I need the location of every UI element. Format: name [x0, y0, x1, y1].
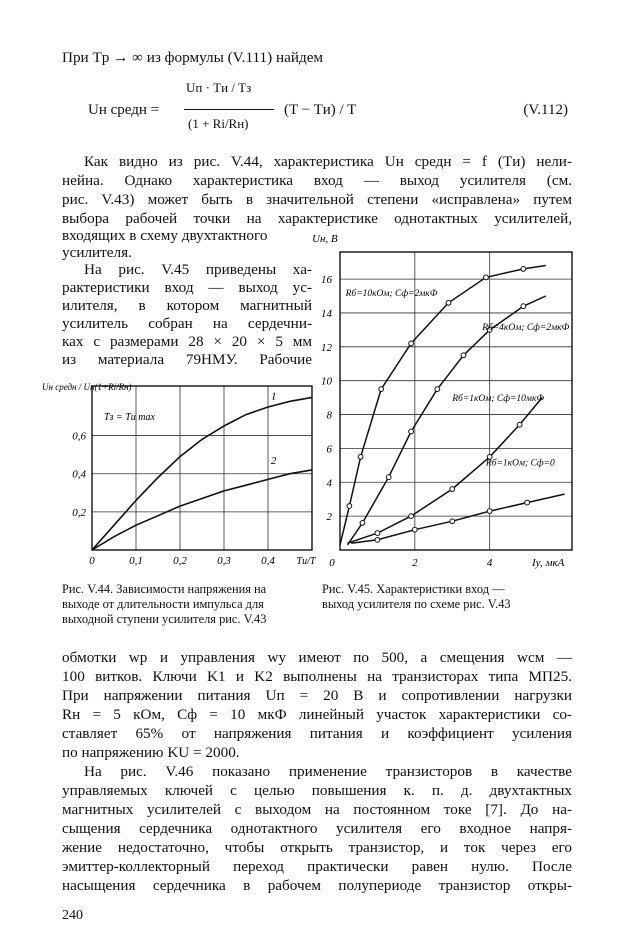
x-tick-label: 4 [486, 557, 493, 569]
p4-line: жение недостаточно, чтобы открыть транзистор, и ток через его [62, 839, 572, 856]
y-axis-label: Uн, В [312, 233, 338, 245]
figure-v44 [40, 378, 330, 578]
p1-line: входящих в схему двухтактного [62, 227, 268, 244]
p3-line: обмотки wр и управления wу имеют по 500, а смещения wсм — [62, 649, 572, 666]
y-axis-label: Uн средн / Uп(1+Ri/Rн) [42, 382, 132, 392]
y-tick-label: 12 [321, 341, 332, 354]
data-point [517, 422, 522, 427]
data-point [435, 387, 440, 392]
y-tick-label: 14 [321, 307, 332, 320]
caption-v44-line: выходе от длительности импульса для [62, 597, 264, 611]
data-point [521, 304, 526, 309]
y-tick-label: 10 [321, 375, 332, 388]
y-tick-label: 0,4 [72, 468, 86, 481]
p2-line: илителя, в котором магнитный [62, 297, 312, 314]
p4-line: сыщения сердечника однотактного усилителя его входное напря- [62, 820, 572, 837]
fig45-series [340, 266, 565, 545]
p2-line: На рис. V.45 приведены ха- [84, 261, 312, 278]
x-tick-label: 0 [329, 557, 335, 569]
data-point [484, 275, 489, 280]
p2-line: ках с размерами 28 × 20 × 5 мм [62, 333, 312, 350]
p1-line: выбора рабочей точки на характеристике однотактных усилителей, [62, 210, 572, 227]
plot-frame [92, 386, 312, 550]
series-label: 2 [271, 455, 277, 468]
x-axis-label: Tи/T [296, 556, 316, 567]
fig44-labels [42, 382, 317, 567]
p2-line: рактеристики вход — выход ус- [62, 279, 312, 296]
y-tick-label: 16 [321, 274, 332, 287]
data-point [386, 475, 391, 480]
y-tick-label: 2 [326, 511, 332, 524]
page-number: 240 [62, 908, 83, 923]
series-label: Rб=10кОм; Cф=2мкФ [345, 289, 438, 300]
data-point [360, 521, 365, 526]
p3-line: ставляет 65% от напряжения питания и коэффициент усиления [62, 725, 572, 742]
p3-line: по напряжению KU = 2000. [62, 744, 240, 761]
data-point [347, 504, 352, 509]
data-point [487, 509, 492, 514]
p4-line: насыщения сердечника в рабочем полупериоде транзистор откры- [62, 877, 572, 894]
p4-line: эмиттер-коллекторный переход практически равен нулю. После [62, 858, 572, 875]
fig44-grid [92, 386, 312, 550]
data-point [412, 527, 417, 532]
series-line [348, 398, 543, 544]
formula-fraction-denominator: (1 + Ri/Rн) [188, 116, 249, 131]
p4-line: магнитных усилителей с выходом на постоянном токе [7]. До на- [62, 801, 572, 818]
data-point [375, 537, 380, 542]
data-point [358, 454, 363, 459]
p1-line: Как видно из рис. V.44, характеристика Uн средн = f (Tи) нели- [84, 153, 572, 170]
series-label: Rб=4кОм; Cф=2мкФ [482, 322, 570, 333]
data-point [409, 429, 414, 434]
formula-paren-term: (T − Tи) / T [284, 102, 357, 118]
p3-line: Rн = 5 кОм, Cф = 10 мкФ линейный участок характеристики со- [62, 706, 572, 723]
x-tick-label: 0,3 [217, 555, 231, 567]
data-point [375, 531, 380, 536]
data-point [409, 514, 414, 519]
p1-line: усилителя. [62, 244, 132, 261]
formula-v112 [88, 76, 578, 148]
p4-line: управляемых ключей с целью повышения к. п. д. двухтактных [62, 782, 572, 799]
data-point [409, 341, 414, 346]
series-label: Rб=1кОм; Cф=0 [485, 458, 555, 469]
series-line [351, 494, 564, 543]
data-point [450, 519, 455, 524]
caption-v44 [62, 582, 266, 627]
caption-v44-line: выходной ступени усилителя рис. V.43 [62, 612, 267, 626]
p2-line: усилитель собран на сердечни- [62, 315, 312, 332]
caption-v45-line: Рис. V.45. Характеристики вход — [322, 582, 505, 596]
p3-line: 100 витков. Ключи K1 и K2 выполнены на транзисторах типа МП25. [62, 668, 572, 685]
series-line [348, 296, 546, 545]
series-label: Rб=1кОм; Cф=10мкФ [452, 394, 545, 404]
x-tick-label: 0 [89, 555, 95, 567]
figure-v45 [308, 226, 598, 580]
formula-fraction-numerator: Uп · Tи / Tз [186, 80, 252, 95]
y-tick-label: 8 [326, 409, 332, 422]
p2-line: из материала 79НМУ. Рабочие [62, 351, 312, 368]
formula-fraction-bar [184, 109, 274, 110]
x-tick-label: 0,1 [129, 555, 143, 567]
data-point [525, 500, 530, 505]
fig45-labels [312, 233, 570, 569]
fig44-axes [92, 386, 312, 550]
p1-line: нейна. Однако характеристика вход — выход усилителя (см. [62, 172, 572, 189]
formula-number: (V.112) [523, 102, 568, 118]
data-point [446, 300, 451, 305]
caption-v45-line: выход усилителя по схеме рис. V.43 [322, 597, 511, 611]
x-tick-label: 2 [412, 557, 418, 569]
caption-v44-line: Рис. V.44. Зависимости напряжения на [62, 582, 267, 596]
series-label: 1 [271, 390, 277, 403]
x-axis-label: Iу, мкА [532, 557, 565, 569]
y-tick-label: 6 [326, 443, 332, 456]
data-point [521, 267, 526, 272]
formula-lhs: Uн средн = [88, 102, 160, 118]
p3-line: При напряжении питания Uп = 20 В и сопротивлении нагрузки [62, 687, 572, 704]
annotation: Tз = Tи max [104, 412, 155, 423]
data-point [461, 353, 466, 358]
intro-line: При Tр → ∞ из формулы (V.111) найдем [62, 49, 324, 66]
y-tick-label: 4 [326, 477, 332, 490]
y-tick-label: 0,6 [72, 430, 86, 443]
series-line [92, 470, 312, 550]
p4-line: На рис. V.46 показано применение транзисторов в качестве [84, 763, 572, 780]
series-line [340, 266, 546, 545]
data-point [379, 387, 384, 392]
x-tick-label: 0,4 [261, 555, 275, 567]
data-point [450, 487, 455, 492]
caption-v45 [322, 582, 511, 612]
p1-line: рис. V.43) может быть в значительной степени «исправлена» путем [62, 191, 572, 208]
y-tick-label: 0,2 [72, 506, 86, 519]
x-tick-label: 0,2 [173, 555, 187, 567]
